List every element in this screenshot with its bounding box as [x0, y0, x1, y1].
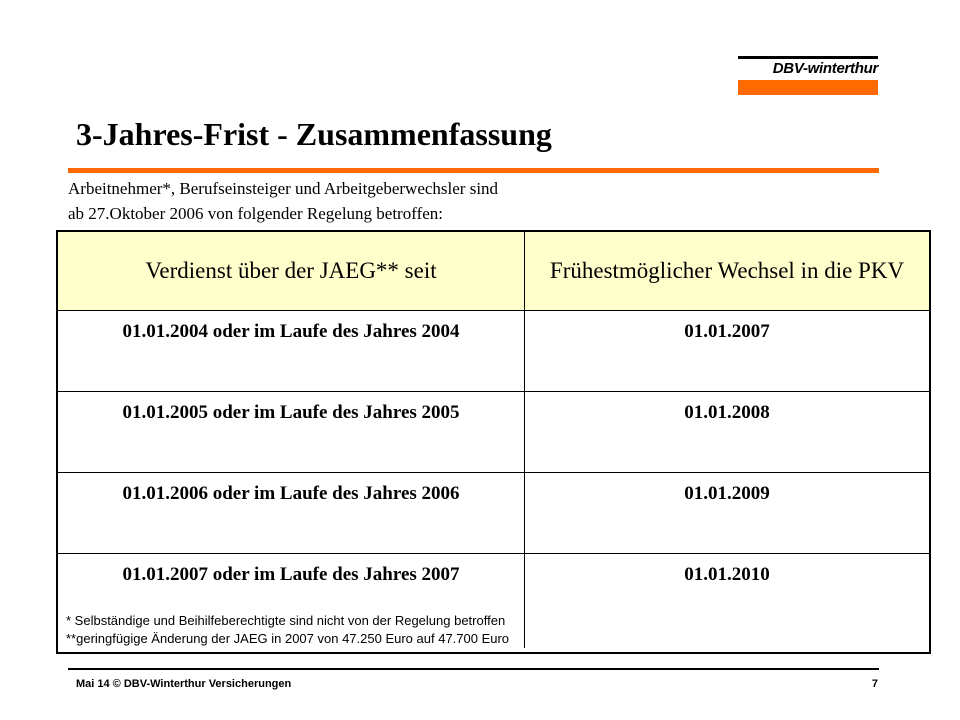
footnotes	[66, 612, 866, 648]
table-row	[58, 392, 929, 473]
footnote-2: **geringfügige Änderung der JAEG in 2007 von 47.250 Euro auf 47.700 Euro	[66, 631, 510, 646]
cell-earliest-switch: 01.01.2007	[525, 311, 930, 392]
dbv-winterthur-logo	[738, 56, 878, 96]
intro-line-2: ab 27.Oktober 2006 von folgender Regelung betroffen:	[68, 204, 444, 223]
footer-copyright: Mai 14 © DBV-Winterthur Versicherungen	[76, 678, 292, 690]
cell-income-since: 01.01.2005 oder im Laufe des Jahres 2005	[58, 392, 525, 473]
page-number: 7	[871, 678, 878, 690]
cell-income-since: 01.01.2007 oder im Laufe des Jahres 2007	[58, 554, 525, 649]
title-underline	[68, 168, 879, 173]
cell-earliest-switch: 01.01.2009	[525, 473, 930, 554]
table-row	[58, 311, 929, 392]
cell-earliest-switch: 01.01.2010	[525, 554, 930, 649]
logo-orange-bar	[738, 80, 878, 95]
header-income-since: Verdienst über der JAEG** seit	[58, 232, 525, 311]
slide-title: 3-Jahres-Frist - Zusammenfassung	[76, 116, 552, 152]
footer-divider	[68, 668, 879, 670]
intro-line-1: Arbeitnehmer*, Berufseinsteiger und Arbeitgeberwechsler sind	[68, 179, 499, 198]
table-header-row	[58, 232, 929, 311]
header-earliest-switch: Frühestmöglicher Wechsel in die PKV	[525, 232, 930, 311]
intro-text	[68, 176, 688, 226]
table-row	[58, 473, 929, 554]
regulation-table	[56, 230, 931, 654]
cell-earliest-switch: 01.01.2008	[525, 392, 930, 473]
logo-top-line	[738, 56, 878, 59]
logo-text: DBV-winterthur	[772, 60, 878, 77]
footnote-1: * Selbständige und Beihilfeberechtigte sind nicht von der Regelung betroffen	[66, 613, 506, 628]
cell-income-since: 01.01.2006 oder im Laufe des Jahres 2006	[58, 473, 525, 554]
cell-income-since: 01.01.2004 oder im Laufe des Jahres 2004	[58, 311, 525, 392]
